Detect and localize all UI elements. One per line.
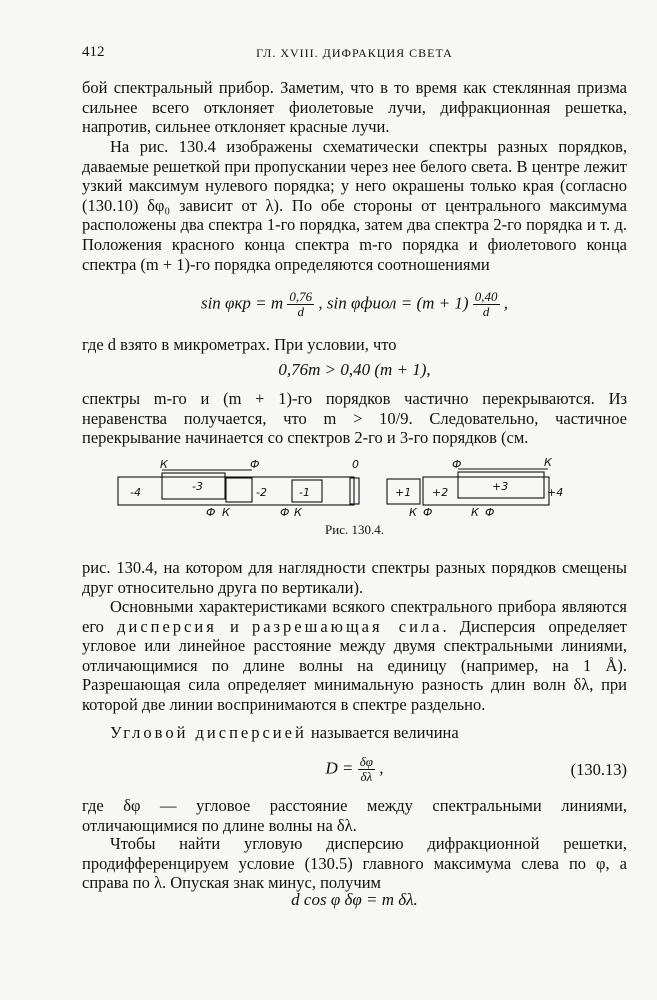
top-label: К: [160, 458, 168, 471]
term-dispersion: дисперсия: [117, 616, 217, 636]
spectrum-label: -1: [299, 486, 310, 499]
spectrum-label: +2: [432, 486, 449, 499]
bottom-label: Ф: [423, 506, 433, 519]
paragraph-1: бой спектральный прибор. Заметим, что в то время как стеклянная призма сильнее всего отклоняет фиолетовые лучи, дифракционная решетка, напротив, сильнее отклоняет красные лучи.: [82, 78, 627, 137]
spectrum-label: -4: [130, 486, 141, 499]
figure-caption: Рис. 130.4.: [325, 522, 384, 537]
eq-frac-red: $\frac{0,76}{d}$: [289, 289, 313, 319]
paragraph-5: рис. 130.4, на котором для наглядности спектры разных порядков смещены друг относительно друга по вертикали).: [82, 558, 627, 597]
bottom-label: К: [294, 506, 302, 519]
spectrum-label: +4: [547, 486, 564, 499]
running-title: ГЛ. XVIII. ДИФРАКЦИЯ СВЕТА: [256, 46, 453, 60]
term-resolution: разрешающая сила: [251, 616, 443, 636]
paragraph-7: Угловой дисперсией называется величина: [110, 723, 459, 742]
page-number: 412: [82, 44, 105, 60]
bottom-label: Ф: [206, 506, 216, 519]
equation-final: d cos φ δφ = m δλ.: [291, 890, 418, 909]
paragraph-3: где d взято в микрометрах. При условии, что: [82, 335, 397, 354]
top-label: Ф: [250, 458, 260, 471]
eq-frac-dispersion: $\frac{\delta\varphi}{\delta\lambda}$: [359, 754, 373, 784]
top-label: Ф: [452, 458, 462, 471]
eq-sin-fiol: , sin φфиол = (m + 1): [318, 293, 469, 313]
bottom-label: К: [471, 506, 479, 519]
paragraph-8: где δφ — угловое расстояние между спектральными линиями, отличающимися по длине волны на δλ.: [82, 796, 627, 835]
spectrum-label: +1: [395, 486, 412, 499]
bottom-label: К: [222, 506, 230, 519]
equation-condition: 0,76m > 0,40 (m + 1),: [278, 360, 431, 379]
paragraph-2: На рис. 130.4 изображены схематически спектры разных порядков, даваемые решеткой при пропускании через нее белого света. В центре лежит узкий максимум нулевого порядка; у него окрашены только края (согласно (130.10) δφ₀ зависит от λ). По обе стороны от центрального максимума расположены два спектра 1-го порядка, затем два спектра 2-го порядка и т. д. Положения красного конца спектра m-го порядка и фиолетового конца спектра (m + 1)-го порядка определяются соотношениями: [82, 137, 627, 274]
spectrum-band-left: [118, 477, 354, 505]
spectrum-label: -3: [192, 480, 203, 493]
eq-frac-violet: $\frac{0,40}{d}$: [474, 289, 498, 319]
equation-dispersion: D = $\frac{\delta\varphi}{\delta\lambda}$ ,: [325, 754, 384, 784]
bottom-label: Ф: [280, 506, 290, 519]
top-label: К: [544, 456, 552, 469]
top-label: 0: [352, 458, 359, 471]
paragraph-9: Чтобы найти угловую дисперсию дифракционной решетки, продифференцируем условие (130.5) главного максимума слева по φ, а справа по λ. Опуская знак минус, получим: [82, 834, 627, 893]
paragraph-4: спектры m-го и (m + 1)-го порядков частично перекрываются. Из неравенства получается, что m > 10/9. Следовательно, частичное перекрывание начинается со спектров 2-го и 3-го порядков (см.: [82, 389, 627, 448]
term-angular-dispersion: Угловой дисперсией: [110, 723, 307, 742]
spectrum-label: +3: [492, 480, 509, 493]
equation-number: (130.13): [570, 760, 627, 779]
spectrum-box-minus-2: [226, 478, 252, 502]
equation-sin: sin φкр = m $\frac{0,76}{d}$ , sin φфиол = (m + 1) $\frac{0,40}{d}$ ,: [200, 289, 509, 319]
bottom-label: Ф: [485, 506, 495, 519]
spectrum-label: -2: [256, 486, 267, 499]
paragraph-6: Основными характеристиками всякого спектрального прибора являются его дисперсия и разрешающая сила. Дисперсия определяет угловое или линейное расстояние между двумя спектральными линиями, отличающимися по длине волны на единицу (например, на 1 Å). Разрешающая сила определяет минимальную разность длин волн δλ, при которой две линии воспринимаются в спектре раздельно.: [82, 597, 627, 714]
bottom-label: К: [409, 506, 417, 519]
eq-sin-kr: sin φкр = m: [200, 293, 284, 313]
